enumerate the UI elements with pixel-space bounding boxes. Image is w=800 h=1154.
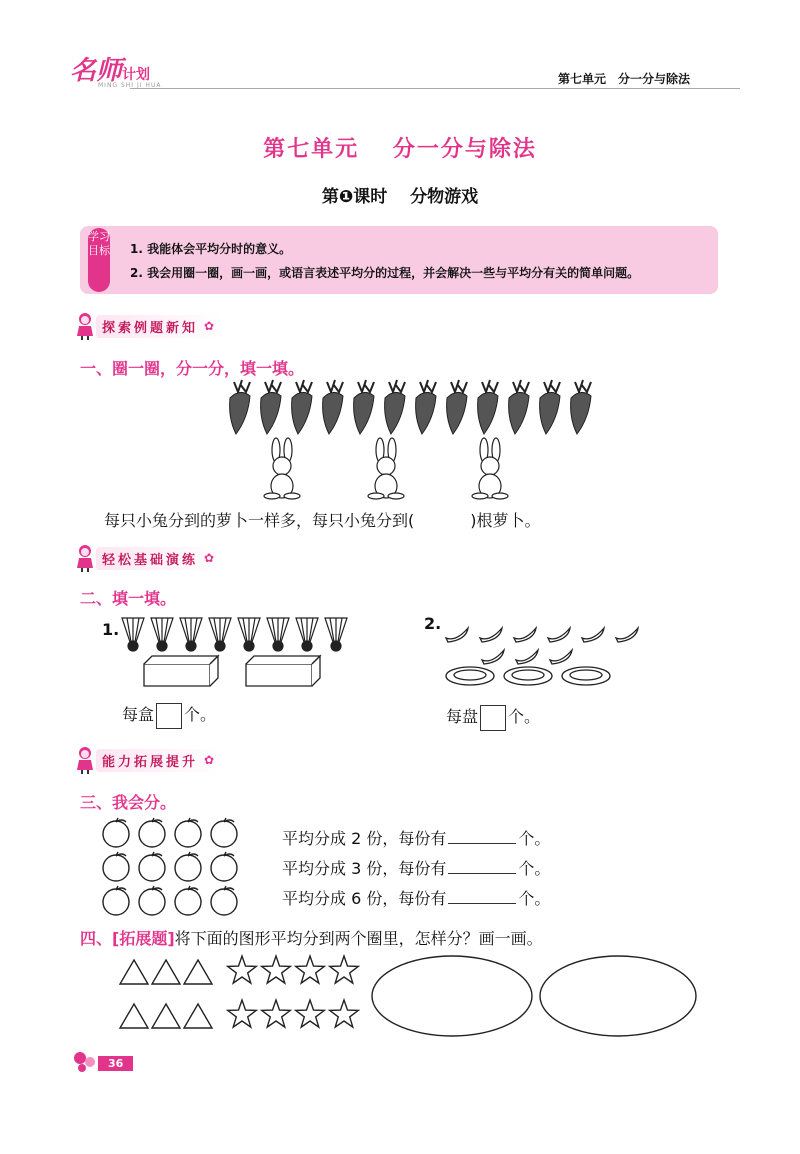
answer-blank[interactable]	[448, 857, 516, 874]
question-2-part-1-number: 1.	[102, 620, 120, 639]
question-2-title: 二、填一填。	[80, 589, 177, 608]
section-label: 轻松基础演练	[96, 547, 222, 570]
page-number: 36	[98, 1056, 133, 1071]
section-label: 探索例题新知	[96, 315, 222, 338]
question-3-line	[282, 856, 550, 879]
apple-icon	[139, 886, 165, 915]
carrot-icon	[385, 380, 405, 434]
banana-icon	[446, 628, 468, 642]
banana-icon	[582, 628, 604, 642]
publisher-logo	[70, 50, 190, 90]
question-3-title: 三、我会分。	[80, 793, 177, 812]
triangle-shape	[152, 1004, 180, 1028]
apple-icon	[175, 886, 201, 915]
carrot-icon	[509, 380, 529, 434]
star-shape	[330, 956, 359, 983]
triangle-shape	[184, 1004, 212, 1028]
question-2-part-2-answer	[446, 704, 540, 731]
star-shape	[262, 956, 291, 983]
sentence-part: 每只小兔分到的萝卜一样多，每只小兔分到(	[104, 511, 415, 530]
boxes-illustration	[140, 654, 320, 690]
apple-icon	[103, 886, 129, 915]
girl-icon	[74, 312, 96, 340]
shuttlecock-icon	[180, 618, 202, 651]
apple-icon	[139, 818, 165, 847]
sentence-part: )根萝卜。	[470, 511, 541, 530]
footer-flower-icon	[72, 1048, 98, 1074]
question-prefix: 四、	[80, 929, 113, 948]
shuttlecock-icon	[267, 618, 289, 651]
line-text: 平均分成 6 份，每份有	[282, 889, 447, 908]
question-3-line	[282, 886, 550, 909]
extension-tag: [拓展题]	[112, 929, 175, 948]
goal-item: 1. 我能体会平均分时的意义。	[130, 242, 292, 256]
shuttlecock-icon	[238, 618, 260, 651]
section-label: 能力拓展提升	[96, 749, 222, 772]
apple-icon	[211, 818, 237, 847]
answer-suffix: 个。	[508, 707, 541, 726]
banana-icon	[514, 628, 536, 642]
answer-prefix: 每盒	[122, 705, 155, 724]
answer-blank[interactable]	[448, 887, 516, 904]
section-banner-basic	[74, 544, 214, 572]
answer-suffix: 个。	[184, 705, 217, 724]
apple-icon	[103, 818, 129, 847]
question-text: 将下面的图形平均分到两个圈里，怎样分？画一画。	[174, 929, 543, 948]
banana-icon	[548, 628, 570, 642]
apple-icon	[175, 852, 201, 881]
apple-icon	[211, 852, 237, 881]
unit-title: 第七单元 分一分与除法	[263, 137, 537, 162]
line-suffix: 个。	[518, 859, 551, 878]
girl-icon	[74, 746, 96, 774]
shuttlecock-icon	[122, 618, 144, 651]
apple-icon	[211, 886, 237, 915]
answer-blank[interactable]	[448, 827, 516, 844]
star-shape	[228, 956, 257, 983]
line-text: 平均分成 2 份，每份有	[282, 829, 447, 848]
rabbit-icon	[472, 438, 508, 499]
line-suffix: 个。	[518, 829, 551, 848]
carrot-icon	[416, 380, 436, 434]
question-1-title: 一、圈一圈，分一分，填一填。	[80, 359, 305, 378]
question-2-part-2-number: 2.	[424, 614, 442, 633]
goal-item: 2. 我会用圈一圈，画一画，或语言表述平均分的过程，并会解决一些与平均分有关的简单问题。	[130, 266, 640, 280]
learning-goals-tag: 学习目标	[88, 228, 110, 292]
triangle-shape	[184, 960, 212, 984]
triangle-shape	[120, 1004, 148, 1028]
girl-icon	[74, 544, 96, 572]
carrots-illustration	[220, 378, 600, 438]
star-shape	[296, 1000, 325, 1027]
question-1-sentence	[104, 508, 541, 531]
star-shape	[228, 1000, 257, 1027]
bananas-illustration	[440, 616, 650, 666]
flower-icon: ✿	[204, 753, 215, 767]
running-header: 第七单元 分一分与除法	[557, 72, 690, 86]
shuttlecock-icon	[209, 618, 231, 651]
question-2-part-1-answer	[122, 702, 216, 729]
answer-prefix: 每盘	[446, 707, 479, 726]
carrot-icon	[571, 380, 591, 434]
carrot-icon	[261, 380, 281, 434]
flower-icon: ✿	[204, 319, 215, 333]
answer-box[interactable]	[156, 703, 182, 729]
triangle-shape	[152, 960, 180, 984]
lesson-title: 第❶课时 分物游戏	[321, 187, 479, 207]
logo-sub-text: 计划	[122, 67, 151, 83]
answer-circle-right[interactable]	[540, 956, 696, 1036]
shuttlecock-icon	[151, 618, 173, 651]
banana-icon	[516, 650, 538, 664]
question-3-line	[282, 826, 550, 849]
rabbits-illustration	[260, 438, 550, 500]
logo-pinyin: MING SHI JI HUA	[98, 82, 162, 89]
line-suffix: 个。	[518, 889, 551, 908]
section-banner-explore	[74, 312, 214, 340]
flower-icon: ✿	[204, 551, 215, 565]
plates-illustration	[444, 664, 614, 692]
star-shape	[262, 1000, 291, 1027]
logo-main-text: 名师	[70, 56, 123, 86]
carrot-icon	[230, 380, 250, 434]
banana-icon	[482, 650, 504, 664]
shuttlecock-icon	[325, 618, 347, 651]
apples-illustration	[98, 814, 248, 916]
rabbit-icon	[368, 438, 404, 499]
apple-icon	[103, 852, 129, 881]
banana-icon	[480, 628, 502, 642]
learning-goals-box	[80, 226, 718, 294]
answer-circle-left[interactable]	[372, 956, 532, 1036]
carrot-icon	[447, 380, 467, 434]
answer-box[interactable]	[480, 705, 506, 731]
shuttlecocks-illustration	[120, 614, 360, 654]
carrot-icon	[323, 380, 343, 434]
line-text: 平均分成 3 份，每份有	[282, 859, 447, 878]
apple-icon	[139, 852, 165, 881]
banana-icon	[616, 628, 638, 642]
shuttlecock-icon	[296, 618, 318, 651]
rabbit-icon	[264, 438, 300, 499]
star-shape	[330, 1000, 359, 1027]
question-4-title	[80, 926, 543, 949]
carrot-icon	[354, 380, 374, 434]
banana-icon	[550, 650, 572, 664]
carrot-icon	[292, 380, 312, 434]
section-banner-extend	[74, 746, 214, 774]
header-divider	[130, 88, 740, 89]
answer-circles	[370, 954, 710, 1040]
shapes-illustration	[120, 954, 370, 1036]
carrot-icon	[540, 380, 560, 434]
star-shape	[296, 956, 325, 983]
apple-icon	[175, 818, 201, 847]
triangle-shape	[120, 960, 148, 984]
carrot-icon	[478, 380, 498, 434]
